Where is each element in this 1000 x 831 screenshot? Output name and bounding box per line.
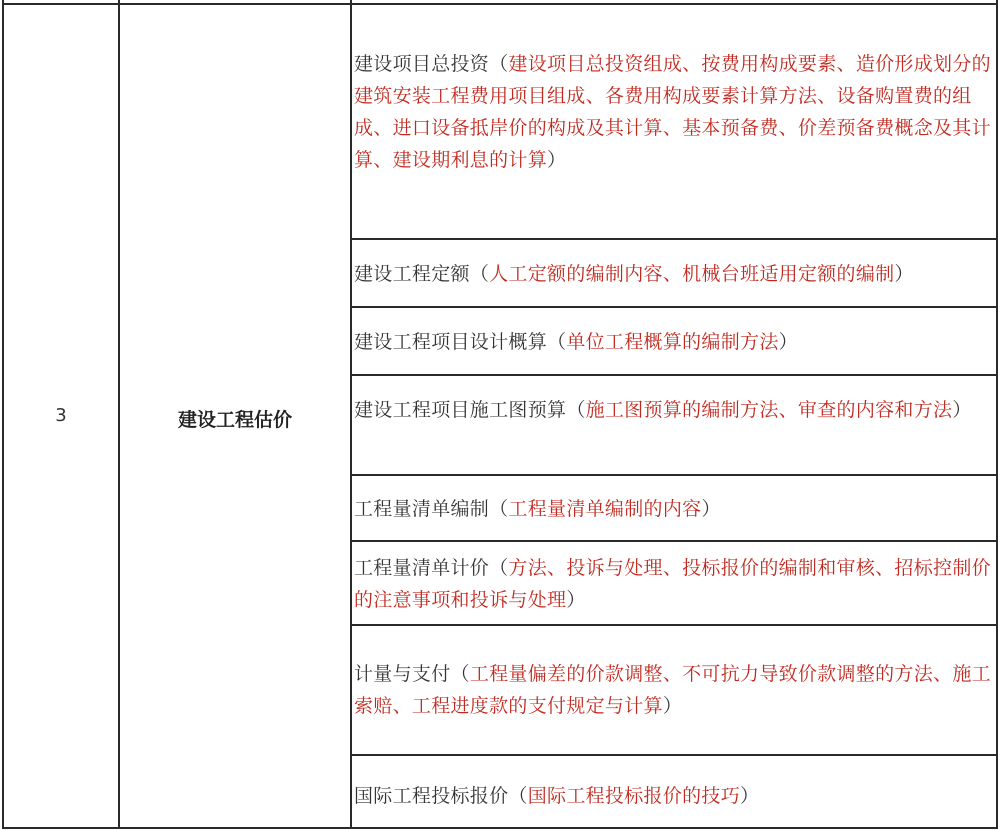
open-paren: （ [489, 498, 509, 520]
open-paren: （ [489, 53, 509, 75]
content-cell-total-investment [352, 4, 996, 240]
cell-detail: 工程量偏差的价款调整、不可抗力导致价款调整的方法、施工索赔、工程进度款的支付规定与计算 [354, 663, 991, 717]
cell-detail: 单位工程概算的编制方法 [566, 331, 779, 353]
cell-topic: 国际工程投标报价 [354, 785, 509, 807]
content-cell-bill-pricing [352, 542, 996, 626]
open-paren: （ [489, 557, 509, 579]
cell-topic: 工程量清单编制 [354, 498, 490, 520]
close-paren: ） [778, 331, 798, 353]
cell-detail: 人工定额的编制内容、机械台班适用定额的编制 [489, 263, 895, 285]
cell-topic: 建设工程定额 [354, 263, 470, 285]
subject-column [120, 0, 352, 829]
cell-detail: 建设项目总投资组成、按费用构成要素、造价形成划分的建筑安装工程费用项目组成、各费用构成要素计算方法、设备购置费的组成、进口设备抵岸价的构成及其计算、基本预备费、价差预备费概念及其计算、建设期利息的计算 [354, 53, 991, 171]
cell-detail: 工程量清单编制的内容 [508, 498, 702, 520]
close-paren: ） [547, 149, 567, 171]
cell-topic: 建设工程项目设计概算 [354, 331, 548, 353]
content-cell-measurement-payment [352, 626, 996, 756]
cell-detail: 施工图预算的编制方法、审查的内容和方法 [585, 399, 953, 421]
open-paren: （ [469, 263, 490, 285]
content-cell-design-estimate [352, 308, 996, 376]
cell-detail: 方法、投诉与处理、投标报价的编制和审核、招标控制价的注意事项和投诉与处理 [354, 557, 991, 611]
cell-topic: 计量与支付 [354, 663, 451, 685]
open-paren: （ [450, 663, 470, 685]
close-paren: ） [952, 399, 972, 421]
number-column [2, 0, 120, 829]
open-paren: （ [566, 399, 586, 421]
content-cell-construction-budget [352, 376, 996, 476]
row-number: 3 [55, 405, 67, 426]
cell-detail: 国际工程投标报价的技巧 [527, 785, 741, 807]
cell-topic: 工程量清单计价 [354, 557, 490, 579]
cell-topic: 建设项目总投资 [354, 53, 490, 75]
close-paren: ） [566, 589, 586, 611]
open-paren: （ [547, 331, 567, 353]
content-column [352, 0, 998, 829]
cell-topic: 建设工程项目施工图预算 [354, 399, 567, 421]
content-cell-quota [352, 240, 996, 308]
content-cell-international-bidding [352, 756, 996, 829]
close-paren: ） [701, 498, 721, 520]
close-paren: ） [894, 263, 914, 285]
close-paren: ） [662, 695, 683, 717]
close-paren: ） [740, 785, 760, 807]
content-cell-bill-preparation [352, 476, 996, 542]
open-paren: （ [508, 785, 528, 807]
subject-title: 建设工程估价 [177, 409, 292, 431]
